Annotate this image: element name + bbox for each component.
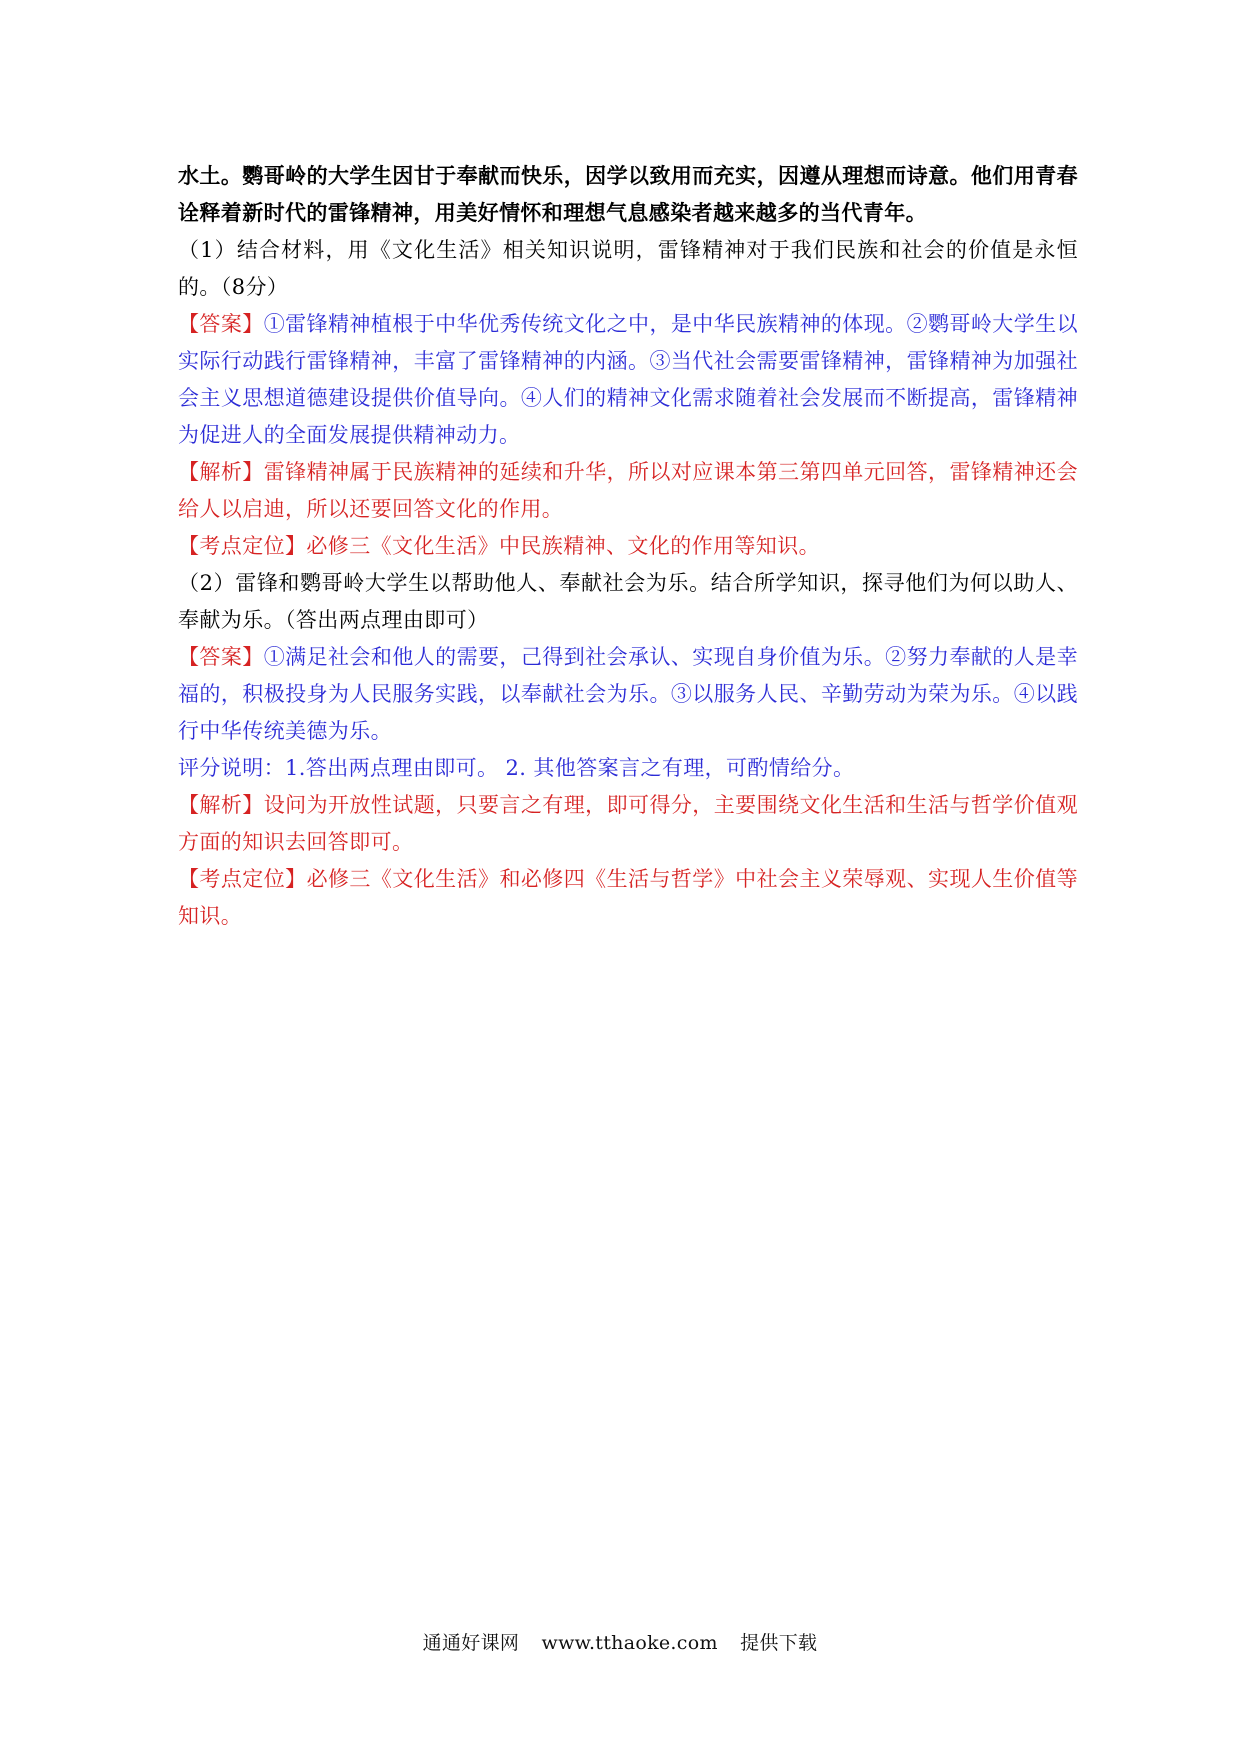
analysis-text: 雷锋精神属于民族精神的延续和升华，所以对应课本第三第四单元回答，雷锋精神还会给人以启迪，所以还要回答文化的作用。 bbox=[178, 460, 1078, 521]
answer-text: ①满足社会和他人的需要，己得到社会承认、实现自身价值为乐。②努力奉献的人是幸福的，积极投身为人民服务实践，以奉献社会为乐。③以服务人民、辛勤劳动为荣为乐。④以践行中华传统美德为乐。 bbox=[178, 645, 1078, 743]
question-2-point bbox=[178, 861, 1078, 935]
footer-url[interactable]: www.tthaoke.com bbox=[541, 1632, 718, 1654]
question-2-analysis bbox=[178, 787, 1078, 861]
question-2-scoring: 评分说明：1.答出两点理由即可。 2. 其他答案言之有理，可酌情给分。 bbox=[178, 756, 855, 780]
question-1-answer bbox=[178, 306, 1078, 454]
material-text: 水土。鹦哥岭的大学生因甘于奉献而快乐，因学以致用而充实，因遵从理想而诗意。他们用青春诠释着新时代的雷锋精神，用美好情怀和理想气息感染者越来越多的当代青年。 bbox=[178, 164, 1078, 225]
question-2-answer bbox=[178, 639, 1078, 750]
point-text: 必修三《文化生活》和必修四《生活与哲学》中社会主义荣辱观、实现人生价值等知识。 bbox=[178, 867, 1078, 928]
question-1: （1）结合材料，用《文化生活》相关知识说明，雷锋精神对于我们民族和社会的价值是永恒的。（8分） bbox=[178, 238, 1078, 299]
answer-label: 【答案】 bbox=[178, 645, 264, 669]
question-1-analysis bbox=[178, 454, 1078, 528]
question-1-point bbox=[178, 528, 1078, 565]
question-2: （2）雷锋和鹦哥岭大学生以帮助他人、奉献社会为乐。结合所学知识，探寻他们为何以助人、奉献为乐。（答出两点理由即可） bbox=[178, 571, 1078, 632]
point-label: 【考点定位】 bbox=[178, 867, 307, 891]
footer-suffix: 提供下载 bbox=[740, 1632, 818, 1654]
point-text: 必修三《文化生活》中民族精神、文化的作用等知识。 bbox=[306, 534, 821, 558]
point-label: 【考点定位】 bbox=[178, 534, 307, 558]
answer-label: 【答案】 bbox=[178, 312, 264, 336]
analysis-label: 【解析】 bbox=[178, 793, 264, 817]
page-footer bbox=[0, 1628, 1240, 1655]
analysis-label: 【解析】 bbox=[178, 460, 264, 484]
answer-text: ①雷锋精神植根于中华优秀传统文化之中，是中华民族精神的体现。②鹦哥岭大学生以实际行动践行雷锋精神，丰富了雷锋精神的内涵。③当代社会需要雷锋精神，雷锋精神为加强社会主义思想道德建设提供价值导向。④人们的精神文化需求随着社会发展而不断提高，雷锋精神为促进人的全面发展提供精神动力。 bbox=[178, 312, 1078, 447]
footer-site-name: 通通好课网 bbox=[422, 1632, 520, 1654]
document-content bbox=[178, 158, 1078, 935]
analysis-text: 设问为开放性试题，只要言之有理，即可得分，主要围绕文化生活和生活与哲学价值观方面的知识去回答即可。 bbox=[178, 793, 1078, 854]
